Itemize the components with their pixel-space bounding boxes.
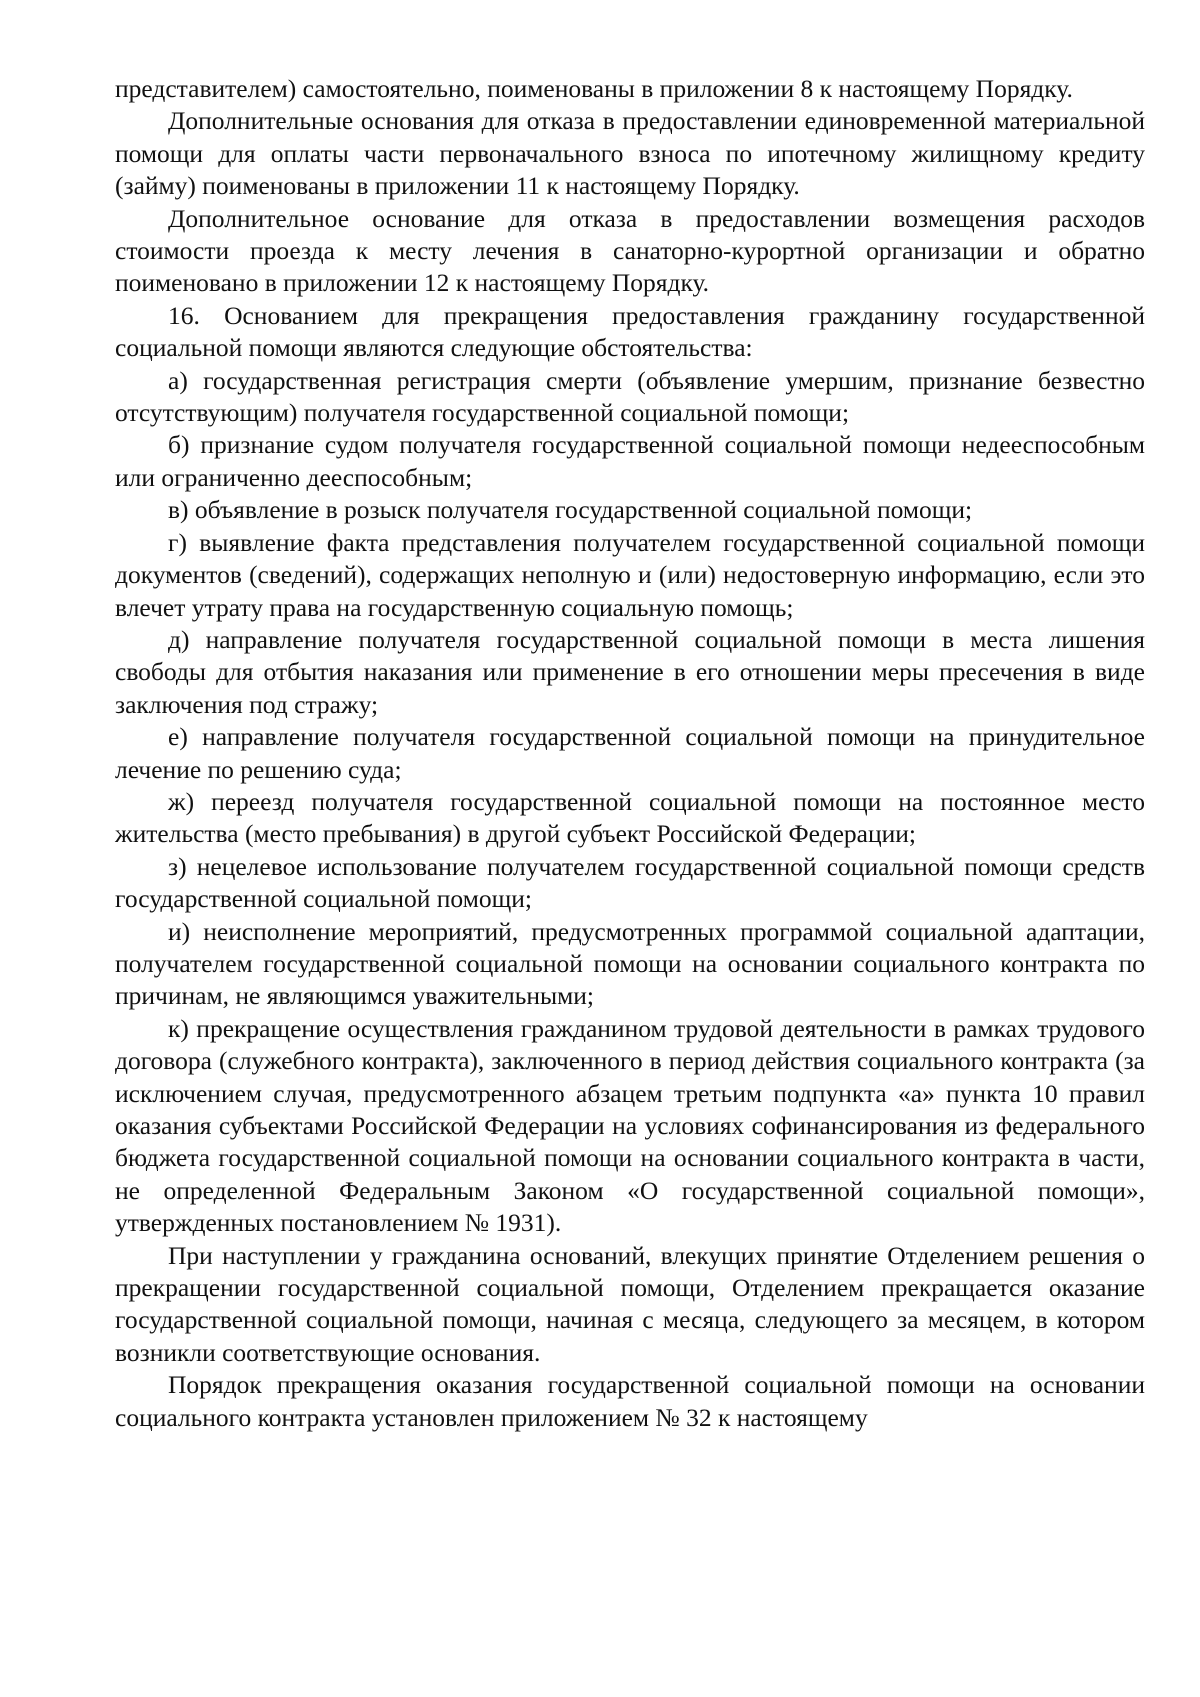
list-item-zh: ж) переезд получателя государственной социальной помощи на постоянное место жительства (место пребывания) в другой субъект Российской Федерации; — [115, 786, 1145, 849]
paragraph-termination-procedure: Порядок прекращения оказания государственной социальной помощи на основании социального контракта установлен приложением № 32 к настоящему — [115, 1370, 1145, 1432]
list-item-i: и) неисполнение мероприятий, предусмотренных программой социальной адаптации, получателем государственной социальной помощи на основании социального контракта по причинам, не являющимся уважительными; — [115, 916, 1145, 1011]
list-item-z: з) нецелевое использование получателем государственной социальной помощи средств государственной социальной помощи; — [115, 851, 1145, 914]
list-item-e: е) направление получателя государственной социальной помощи на принудительное лечение по решению суда; — [115, 722, 1145, 784]
list-item-v: в) объявление в розыск получателя государственной социальной помощи; — [168, 495, 973, 525]
list-item-b: б) признание судом получателя государственной социальной помощи недееспособным или ограниченно дееспособным; — [115, 430, 1145, 492]
paragraph-clause-16: 16. Основанием для прекращения предоставления гражданину государственной социальной помощи являются следующие обстоятельства: — [115, 300, 1145, 363]
list-item-k: к) прекращение осуществления гражданином трудовой деятельности в рамках трудового договора (служебного контракта), заключенного в период действия социального контракта (за исключением случая, предусмотренного абзацем третьим подпункта «а» пункта 10 правил оказания субъектами Российской Федерации на условиях софинансирования из федерального бюджета государственной социальной помощи на основании социального контракта в части, не определенной Федеральным Законом «О государственной социальной помощи», утвержденных постановлением № 1931). — [115, 1013, 1145, 1238]
paragraph-additional-ground-travel: Дополнительное основание для отказа в предоставлении возмещения расходов стоимости проезда к месту лечения в санаторно-курортной организации и обратно поименовано в приложении 12 к настоящему Порядку. — [115, 203, 1145, 298]
list-item-g: г) выявление факта представления получателем государственной социальной помощи документов (сведений), содержащих неполную и (или) недостоверную информацию, если это влечет утрату права на государственную социальную помощь; — [115, 527, 1145, 622]
list-item-a: а) государственная регистрация смерти (объявление умершим, признание безвестно отсутствующим) получателя государственной социальной помощи; — [115, 365, 1145, 428]
document-page — [115, 73, 1145, 1434]
paragraph-additional-grounds-mortgage: Дополнительные основания для отказа в предоставлении единовременной материальной помощи для оплаты части первоначального взноса по ипотечному жилищному кредиту (займу) поименованы в приложении 11 к настоящему Порядку. — [115, 106, 1145, 201]
paragraph-termination-start: При наступлении у гражданина оснований, влекущих принятие Отделением решения о прекращении государственной социальной помощи, Отделением прекращается оказание государственной социальной помощи, начиная с месяца, следующего за месяцем, в котором возникли соответствующие основания. — [115, 1240, 1145, 1367]
list-item-d: д) направление получателя государственной социальной помощи в места лишения свободы для отбытия наказания или применение в его отношении меры пресечения в виде заключения под стражу; — [115, 624, 1145, 719]
paragraph-continuation: представителем) самостоятельно, поименованы в приложении 8 к настоящему Порядку. — [115, 74, 1073, 103]
